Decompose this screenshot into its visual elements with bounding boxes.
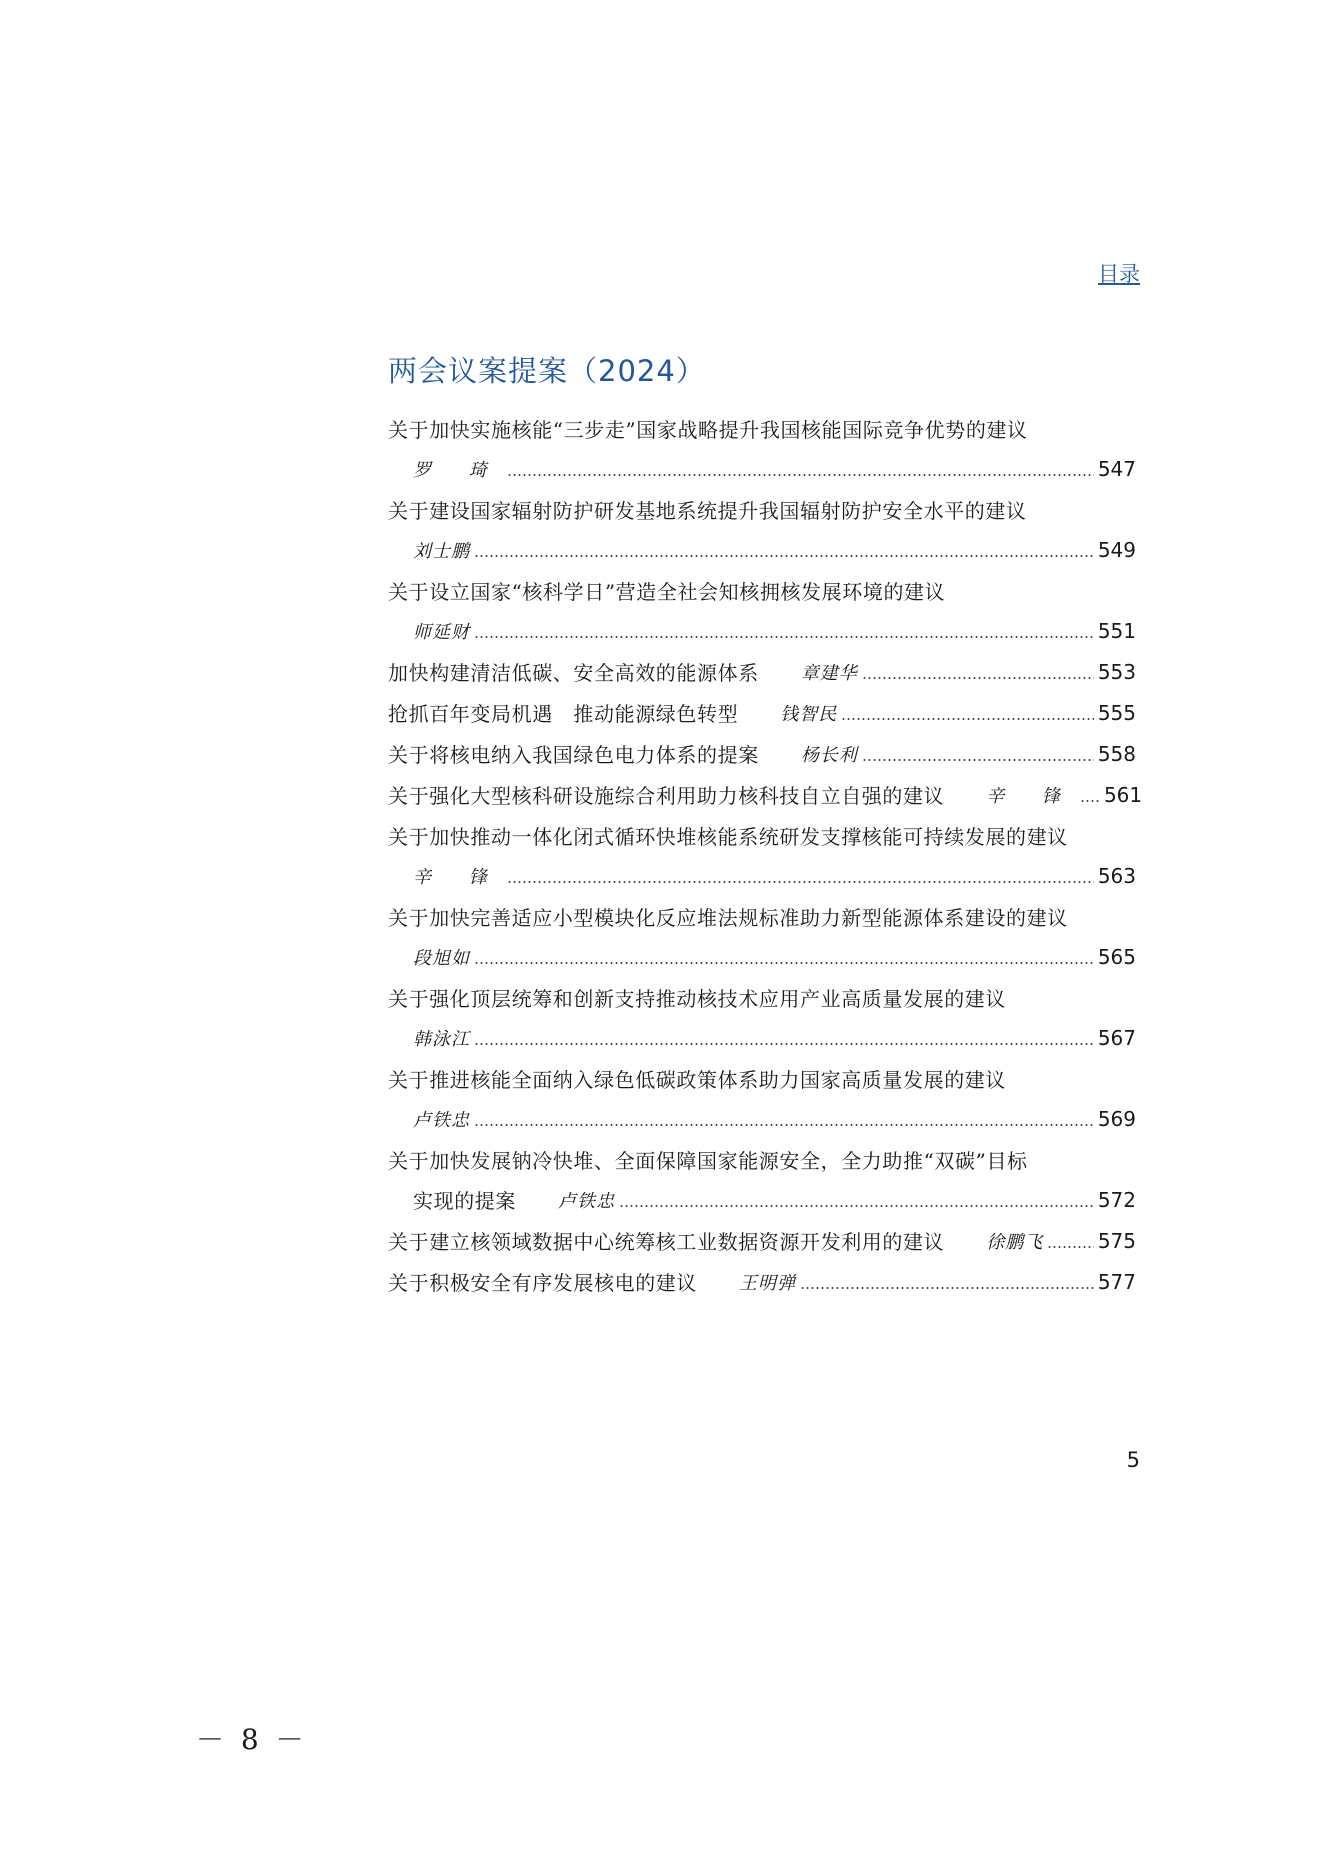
dot-leader <box>619 1205 1094 1207</box>
toc-entry-title: 关于将核电纳入我国绿色电力体系的提案 <box>388 743 759 767</box>
toc-entry[interactable] <box>388 977 1136 1058</box>
toc-entry-title-continuation: 实现的提案 <box>413 1189 516 1213</box>
toc-entry-author: 韩泳江 <box>413 1028 470 1050</box>
toc-title-line <box>388 1139 1136 1179</box>
toc-single-line <box>388 1220 1136 1261</box>
toc-entry-page: 567 <box>1097 1025 1136 1050</box>
dot-leader <box>841 718 1094 720</box>
toc-author-line <box>388 529 1136 570</box>
toc-entry-author: 师延财 <box>413 621 470 643</box>
toc-entry[interactable] <box>388 1058 1136 1139</box>
toc-entry-author: 卢铁忠 <box>558 1190 615 1212</box>
toc-entry-author: 卢铁忠 <box>413 1109 470 1131</box>
toc-entry[interactable] <box>388 1220 1136 1261</box>
toc-entry-author: 刘士鹏 <box>413 540 470 562</box>
dot-leader <box>862 677 1094 679</box>
dot-leader <box>862 759 1094 761</box>
toc-author-line <box>388 448 1136 489</box>
toc-author-line <box>388 1179 1136 1220</box>
toc-entry-author: 辛 锋 <box>986 785 1076 807</box>
toc-entry-author: 辛 锋 <box>413 866 503 888</box>
toc-entry[interactable] <box>388 489 1136 570</box>
dot-leader <box>474 636 1094 638</box>
toc-entry-author: 段旭如 <box>413 947 470 969</box>
toc-title-line <box>388 1058 1136 1098</box>
toc-entry-title: 关于设立国家“核科学日”营造全社会知核拥核发展环境的建议 <box>388 579 946 604</box>
toc-entry-title: 关于加快推动一体化闭式循环快堆核能系统研发支撑核能可持续发展的建议 <box>388 824 1068 849</box>
toc-author-line <box>388 610 1136 651</box>
toc-entry-title: 关于推进核能全面纳入绿色低碳政策体系助力国家高质量发展的建议 <box>388 1067 1006 1092</box>
toc-entry-page: 563 <box>1097 863 1136 888</box>
toc-entry-title: 关于加快完善适应小型模块化反应堆法规标准助力新型能源体系建设的建议 <box>388 905 1068 930</box>
dot-leader <box>474 555 1094 557</box>
dot-leader <box>474 1124 1094 1126</box>
toc-author-line <box>388 855 1136 896</box>
toc-single-line <box>388 1261 1136 1302</box>
toc-entry[interactable] <box>388 651 1136 692</box>
toc-entry-title: 关于强化顶层统筹和创新支持推动核技术应用产业高质量发展的建议 <box>388 986 1006 1011</box>
dot-leader <box>507 474 1094 476</box>
toc-entry-title: 关于强化大型核科研设施综合利用助力核科技自立自强的建议 <box>388 784 945 808</box>
dot-leader <box>1047 1246 1094 1248</box>
toc-entry[interactable] <box>388 570 1136 651</box>
toc-entry[interactable] <box>388 1139 1136 1220</box>
toc-entry-page: 569 <box>1097 1106 1136 1131</box>
toc-entry-page: 549 <box>1097 537 1136 562</box>
toc-page-number: 5 <box>1126 1448 1140 1472</box>
toc-entry-title: 加快构建清洁低碳、安全高效的能源体系 <box>388 661 759 685</box>
toc-title-line <box>388 408 1136 448</box>
toc-single-line <box>388 774 1143 815</box>
toc-entry-page: 575 <box>1097 1228 1136 1253</box>
dot-leader <box>800 1287 1094 1289</box>
toc-entry-author: 王明弹 <box>739 1272 796 1294</box>
toc-entry-author: 杨长利 <box>800 744 858 766</box>
dot-leader <box>474 1043 1094 1045</box>
toc-title-line <box>388 977 1136 1017</box>
toc-entry[interactable] <box>388 1261 1136 1302</box>
toc-entry-title: 关于加快发展钠冷快堆、全面保障国家能源安全，全力助推“双碳”目标 <box>388 1148 1028 1173</box>
toc-entry-title: 抢抓百年变局机遇 推动能源绿色转型 <box>388 702 739 726</box>
toc-entry[interactable] <box>388 692 1136 733</box>
dot-leader <box>1080 800 1100 802</box>
toc-entry-title: 关于积极安全有序发展核电的建议 <box>388 1271 697 1295</box>
toc-entry-page: 572 <box>1097 1187 1136 1212</box>
toc-title-line <box>388 815 1136 855</box>
toc-title-line <box>388 570 1136 610</box>
toc-entry-title: 关于建立核领域数据中心统筹核工业数据资源开发利用的建议 <box>388 1230 945 1254</box>
toc-author-line <box>388 1017 1136 1058</box>
dot-leader <box>474 962 1094 964</box>
toc-entry[interactable] <box>388 408 1136 489</box>
toc-entry-page: 561 <box>1103 782 1143 807</box>
toc-title-line <box>388 896 1136 936</box>
toc-entry-author: 章建华 <box>800 662 858 684</box>
toc-entry-page: 555 <box>1097 700 1136 725</box>
toc-entry-title: 关于加快实施核能“三步走”国家战略提升我国核能国际竞争优势的建议 <box>388 417 1028 442</box>
toc-single-line <box>388 692 1136 733</box>
toc-entry-author: 钱智民 <box>780 703 838 725</box>
toc-entry-page: 565 <box>1097 944 1136 969</box>
toc-entry[interactable] <box>388 774 1143 815</box>
toc-entry-page: 551 <box>1097 618 1136 643</box>
toc-author-line <box>388 936 1136 977</box>
toc-entry-page: 553 <box>1097 659 1136 684</box>
toc-entry[interactable] <box>388 733 1136 774</box>
toc-single-line <box>388 733 1136 774</box>
toc-entry-page: 577 <box>1097 1269 1136 1294</box>
toc-entry-title: 关于建设国家辐射防护研发基地系统提升我国辐射防护安全水平的建议 <box>388 498 1027 523</box>
toc-entry[interactable] <box>388 896 1136 977</box>
toc-entry-page: 547 <box>1097 456 1136 481</box>
document-page-number: － 8 － <box>196 1723 308 1756</box>
toc-author-line <box>388 1098 1136 1139</box>
toc-entry-page: 558 <box>1097 741 1136 766</box>
toc-list <box>388 408 1143 1302</box>
toc-link[interactable]: 目录 <box>1098 262 1140 286</box>
toc-entry-author: 罗 琦 <box>413 459 503 481</box>
dot-leader <box>507 881 1094 883</box>
toc-entry[interactable] <box>388 815 1136 896</box>
section-title: 两会议案提案（2024） <box>388 354 706 388</box>
toc-title-line <box>388 489 1136 529</box>
toc-single-line <box>388 651 1136 692</box>
toc-entry-author: 徐鹏飞 <box>986 1231 1044 1253</box>
